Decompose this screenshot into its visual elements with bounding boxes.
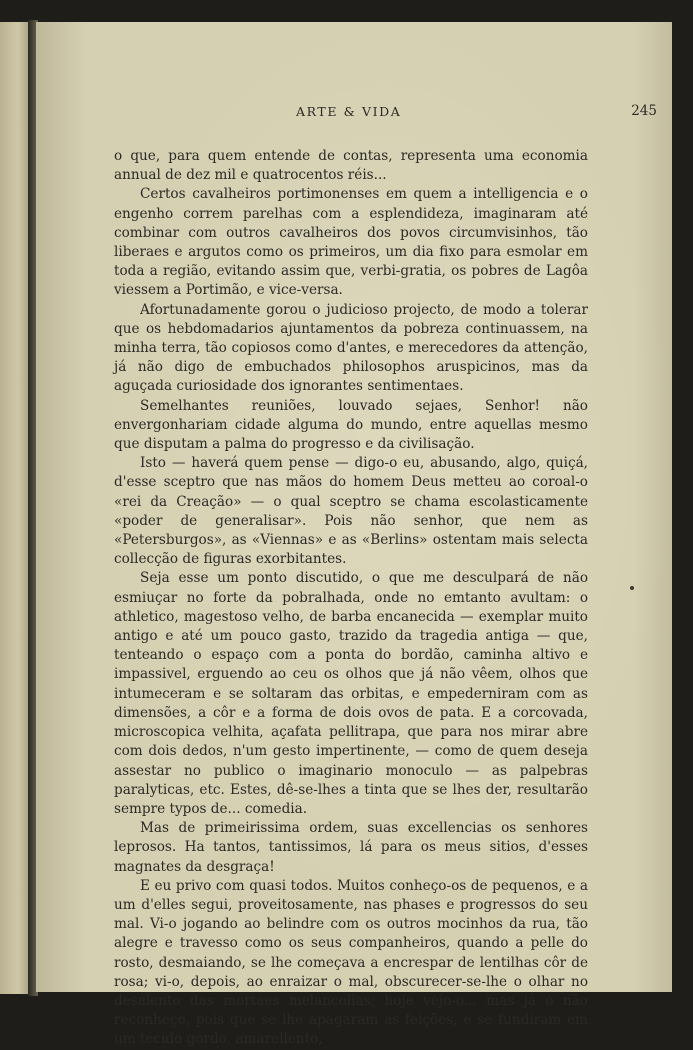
paragraph: Isto — haverá quem pense — digo-o eu, abusando, algo, quiçá, d'esse sceptro que nas mãos do homem Deus metteu ao coroal-o «rei da Creação» — o qual sceptro se chama escolasticamente «poder de generalisar». Pois não senhor, que nem as «Petersburgos», as «Viennas» e as «Berlins» ostentam mais selecta collecção de figuras exorbitantes. [114, 455, 588, 568]
body-text [114, 147, 588, 1050]
ink-speck [630, 586, 634, 590]
paragraph-continued: o que, para quem entende de contas, representa uma economia annual de dez mil e quatrocentos réis... [114, 148, 588, 184]
page-number: 245 [631, 103, 657, 119]
paragraph: Semelhantes reuniões, louvado sejaes, Senhor! não envergonhariam cidade alguma do mundo, entre aquellas mesmo que disputam a palma do progresso e da civilisação. [114, 397, 588, 453]
paragraph: Certos cavalheiros portimonenses em quem a intelligencia e o engenho correm parelhas com a esplendideza, imaginaram até combinar com outros cavalheiros dos povos circumvisinhos, tão liberaes e argutos como os primeiros, um dia fixo para esmolar em toda a região, evitando assim que, verbi-gratia, os pobres de Lagôa viessem a Portimão, e vice-versa. [114, 186, 588, 299]
paragraph: Seja esse um ponto discutido, o que me desculpará de não esmiuçar no forte da pobralhada, onde no emtanto avultam: o athletico, magestoso velho, de barba encanecida — exemplar muito antigo e até um pouco gasto, trazido da tragedia antiga — que, tenteando o espaço com a ponta do bordão, caminha altivo e impassivel, erguendo ao ceu os olhos que já não vêem, olhos que intumeceram e se soltaram das orbitas, e empederniram com as dimensões, a côr e a forma de dois ovos de pata. E a corcovada, microscopica velhita, açafata pellitrapa, que para nos mirar abre com dois dedos, n'um gesto impertinente, — como de quem deseja assestar no publico o imaginario monoculo — as palpebras paralyticas, etc. Estes, dê-se-lhes a tinta que se lhes der, resultarão sempre typos de... comedia. [114, 570, 588, 817]
facing-page-edge [0, 22, 30, 994]
running-title: ARTE & VIDA [296, 104, 402, 119]
paragraph: Mas de primeirissima ordem, suas excellencias os senhores leprosos. Ha tantos, tantissimos, lá para os meus sitios, d'esses magnates da desgraça! [114, 820, 588, 875]
running-head [111, 104, 661, 124]
paragraph: Afortunadamente gorou o judicioso projecto, de modo a tolerar que os hebdomadarios ajuntamentos da pobreza continuassem, na minha terra, tão copiosos como d'antes, e merecedores da attenção, já não digo de embuchados philosophos aruspicinos, mas da aguçada curiosidade dos ignorantes sentimentaes. [114, 301, 588, 395]
book-page [36, 22, 672, 1048]
paragraph: E eu privo com quasi todos. Muitos conheço-os de pequenos, e a um d'elles segui, proveitosamente, nas phases e progressos do seu mal. Vi-o jogando ao belindre com os outros mocinhos da rua, tão alegre e travesso como os seus companheiros, quando a pelle do rosto, desmaiando, se lhe começava a encrespar de lentilhas côr de rosa; vi-o, depois, ao enraizar o mal, obscurecer-se-lhe o olhar no desalento das mortaes melancolias; hoje vejo-o... mas já o não reconheço, pois que se lhe apagaram as feições, e se fundiram em um tecido gordo, amarellento, [114, 877, 588, 1048]
